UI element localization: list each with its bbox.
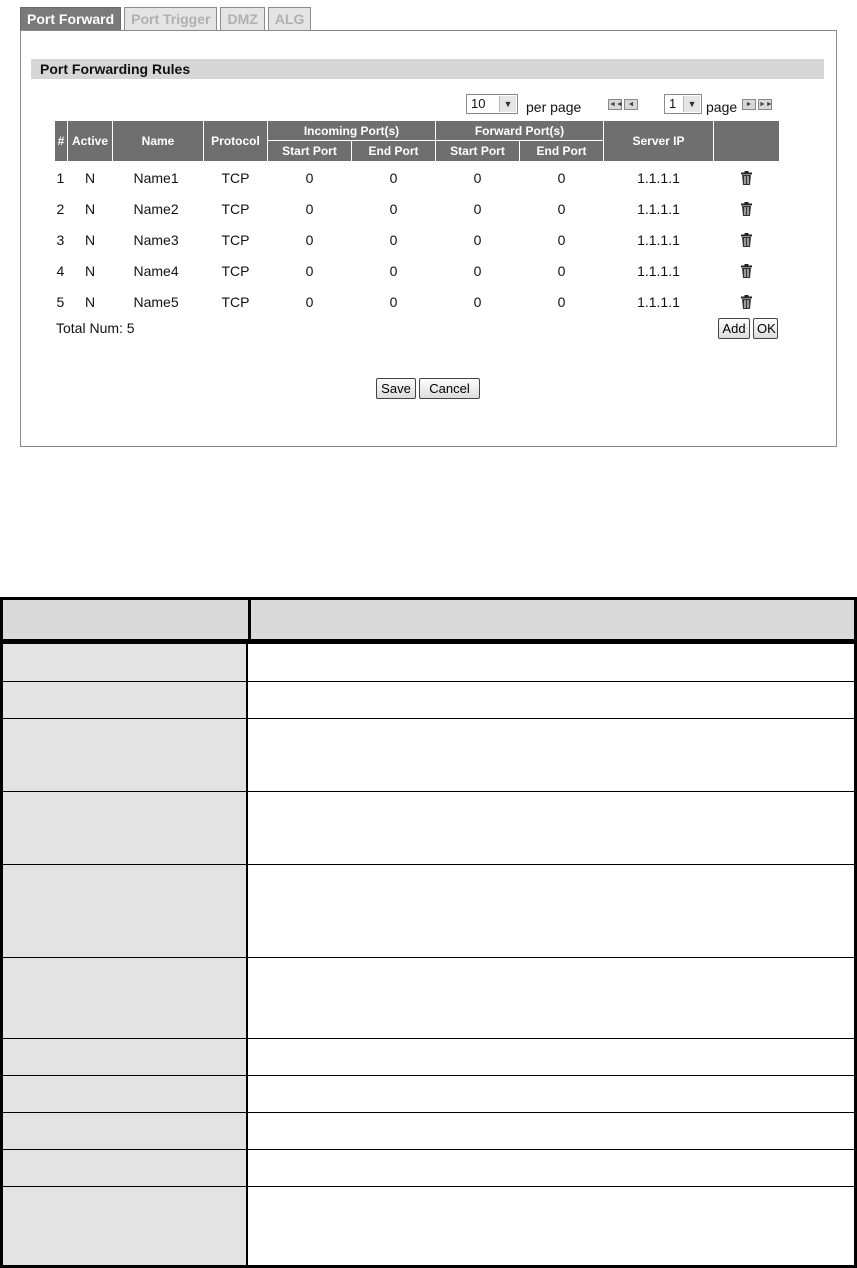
description-value: [248, 865, 854, 957]
table-row: [55, 162, 780, 194]
row-in-start-port: 0: [305, 200, 314, 217]
tab-port-forward[interactable]: Port Forward: [20, 7, 121, 31]
trash-icon[interactable]: [741, 170, 752, 186]
col-in-end-port: End Port: [352, 141, 436, 162]
row-server-ip: 1.1.1.1: [637, 293, 680, 310]
description-value: [248, 792, 854, 864]
description-row: [3, 718, 854, 791]
description-key: [3, 1150, 248, 1186]
trash-icon[interactable]: [741, 232, 752, 248]
row-active: N: [84, 262, 96, 279]
col-in-start-port: Start Port: [268, 141, 352, 162]
description-key: [3, 1076, 248, 1112]
rules-body: [55, 162, 780, 318]
delete-cell: [714, 255, 780, 286]
tab-dmz[interactable]: DMZ: [220, 7, 264, 31]
description-value: [248, 682, 854, 718]
description-value: [248, 644, 854, 681]
delete-cell: [714, 193, 780, 224]
table-row: [55, 224, 780, 255]
table-row: [55, 255, 780, 286]
delete-cell: [714, 162, 780, 194]
row-name: Name2: [133, 200, 179, 217]
description-key: [3, 1113, 248, 1149]
page-select[interactable]: [664, 94, 702, 114]
description-header-desc: [251, 600, 854, 639]
row-in-start-port: 0: [305, 169, 314, 186]
row-fw-end-port: 0: [557, 262, 566, 279]
row-fw-start-port: 0: [473, 200, 482, 217]
row-server-ip: 1.1.1.1: [637, 200, 680, 217]
description-row: [3, 1075, 854, 1112]
row-protocol: TCP: [221, 231, 250, 248]
row-protocol: TCP: [221, 200, 250, 217]
row-server-ip: 1.1.1.1: [637, 231, 680, 248]
table-row: [55, 193, 780, 224]
row-index: 4: [56, 262, 65, 279]
row-in-end-port: 0: [389, 262, 398, 279]
row-protocol: TCP: [221, 169, 250, 186]
tab-port-trigger[interactable]: Port Trigger: [124, 7, 217, 31]
row-in-start-port: 0: [305, 262, 314, 279]
first-page-icon[interactable]: ◄◄: [609, 101, 623, 108]
col-fw-start-port: Start Port: [436, 141, 520, 162]
row-active: N: [84, 200, 96, 217]
total-count: Total Num: 5: [56, 320, 135, 336]
description-row: [3, 1038, 854, 1075]
row-in-end-port: 0: [389, 200, 398, 217]
row-fw-end-port: 0: [557, 200, 566, 217]
col-forward-ports: Forward Port(s): [436, 121, 604, 141]
description-key: [3, 644, 248, 681]
description-table: [0, 597, 857, 1268]
col-fw-end-port: End Port: [520, 141, 604, 162]
description-header: [3, 600, 854, 643]
row-name: Name5: [133, 293, 179, 310]
add-button[interactable]: Add: [718, 318, 750, 339]
description-key: [3, 865, 248, 957]
description-key: [3, 1187, 248, 1265]
col-protocol: Protocol: [204, 121, 268, 162]
table-row: [55, 286, 780, 317]
description-value: [248, 958, 854, 1038]
chevron-down-icon: ▼: [499, 96, 516, 112]
description-value: [248, 1039, 854, 1075]
row-fw-end-port: 0: [557, 169, 566, 186]
row-in-start-port: 0: [305, 231, 314, 248]
rules-table: [54, 120, 780, 317]
tab-alg[interactable]: ALG: [268, 7, 312, 31]
last-page-icon[interactable]: ►►: [759, 101, 773, 108]
row-index: 3: [56, 231, 65, 248]
row-name: Name1: [133, 169, 179, 186]
row-fw-end-port: 0: [557, 231, 566, 248]
delete-cell: [714, 224, 780, 255]
col-incoming-ports: Incoming Port(s): [268, 121, 436, 141]
row-name: Name3: [133, 231, 179, 248]
col-active: Active: [68, 121, 113, 162]
delete-cell: [714, 286, 780, 317]
description-key: [3, 958, 248, 1038]
row-active: N: [84, 231, 96, 248]
description-row: [3, 1149, 854, 1186]
page-value: 1: [669, 96, 677, 111]
cancel-button[interactable]: Cancel: [419, 378, 480, 399]
tab-bar: [20, 7, 311, 31]
per-page-select[interactable]: [466, 94, 518, 114]
description-row: [3, 791, 854, 864]
row-index: 5: [56, 293, 65, 310]
row-in-end-port: 0: [389, 169, 398, 186]
description-value: [248, 719, 854, 791]
per-page-value: 10: [471, 96, 486, 111]
trash-icon[interactable]: [741, 201, 752, 217]
row-fw-start-port: 0: [473, 231, 482, 248]
col-index: #: [55, 121, 68, 162]
prev-page-icon[interactable]: ◄: [624, 99, 638, 110]
description-row: [3, 1112, 854, 1149]
description-key: [3, 792, 248, 864]
col-delete: [714, 121, 780, 162]
row-fw-start-port: 0: [473, 169, 482, 186]
row-name: Name4: [133, 262, 179, 279]
description-row: [3, 864, 854, 957]
description-key: [3, 1039, 248, 1075]
description-value: [248, 1150, 854, 1186]
row-server-ip: 1.1.1.1: [637, 169, 680, 186]
col-name: Name: [113, 121, 204, 162]
port-forward-panel: [20, 30, 837, 447]
trash-icon[interactable]: [741, 263, 752, 279]
description-value: [248, 1076, 854, 1112]
description-row: [3, 1186, 854, 1265]
pager: [21, 93, 836, 117]
row-fw-start-port: 0: [473, 262, 482, 279]
col-server-ip: Server IP: [604, 121, 714, 162]
row-server-ip: 1.1.1.1: [637, 262, 680, 279]
row-index: 1: [56, 169, 65, 186]
description-header-field: [3, 600, 248, 639]
section-title: Port Forwarding Rules: [31, 59, 824, 79]
row-in-end-port: 0: [389, 231, 398, 248]
description-value: [248, 1113, 854, 1149]
next-page-icon[interactable]: ►: [742, 99, 756, 110]
save-button[interactable]: Save: [376, 378, 416, 399]
description-key: [3, 719, 248, 791]
row-in-end-port: 0: [389, 293, 398, 310]
description-value: [248, 1187, 854, 1265]
row-in-start-port: 0: [305, 293, 314, 310]
description-row: [3, 957, 854, 1038]
description-row: [3, 681, 854, 718]
page-label: page: [706, 99, 738, 115]
row-active: N: [84, 169, 96, 186]
ok-button[interactable]: OK: [753, 318, 778, 339]
per-page-label: per page: [526, 99, 582, 115]
row-index: 2: [56, 200, 65, 217]
description-key: [3, 682, 248, 718]
row-protocol: TCP: [221, 262, 250, 279]
row-protocol: TCP: [221, 293, 250, 310]
description-row: [3, 643, 854, 681]
chevron-down-icon: ▼: [683, 96, 700, 112]
trash-icon[interactable]: [741, 294, 752, 310]
row-fw-end-port: 0: [557, 293, 566, 310]
row-fw-start-port: 0: [473, 293, 482, 310]
row-active: N: [84, 293, 96, 310]
